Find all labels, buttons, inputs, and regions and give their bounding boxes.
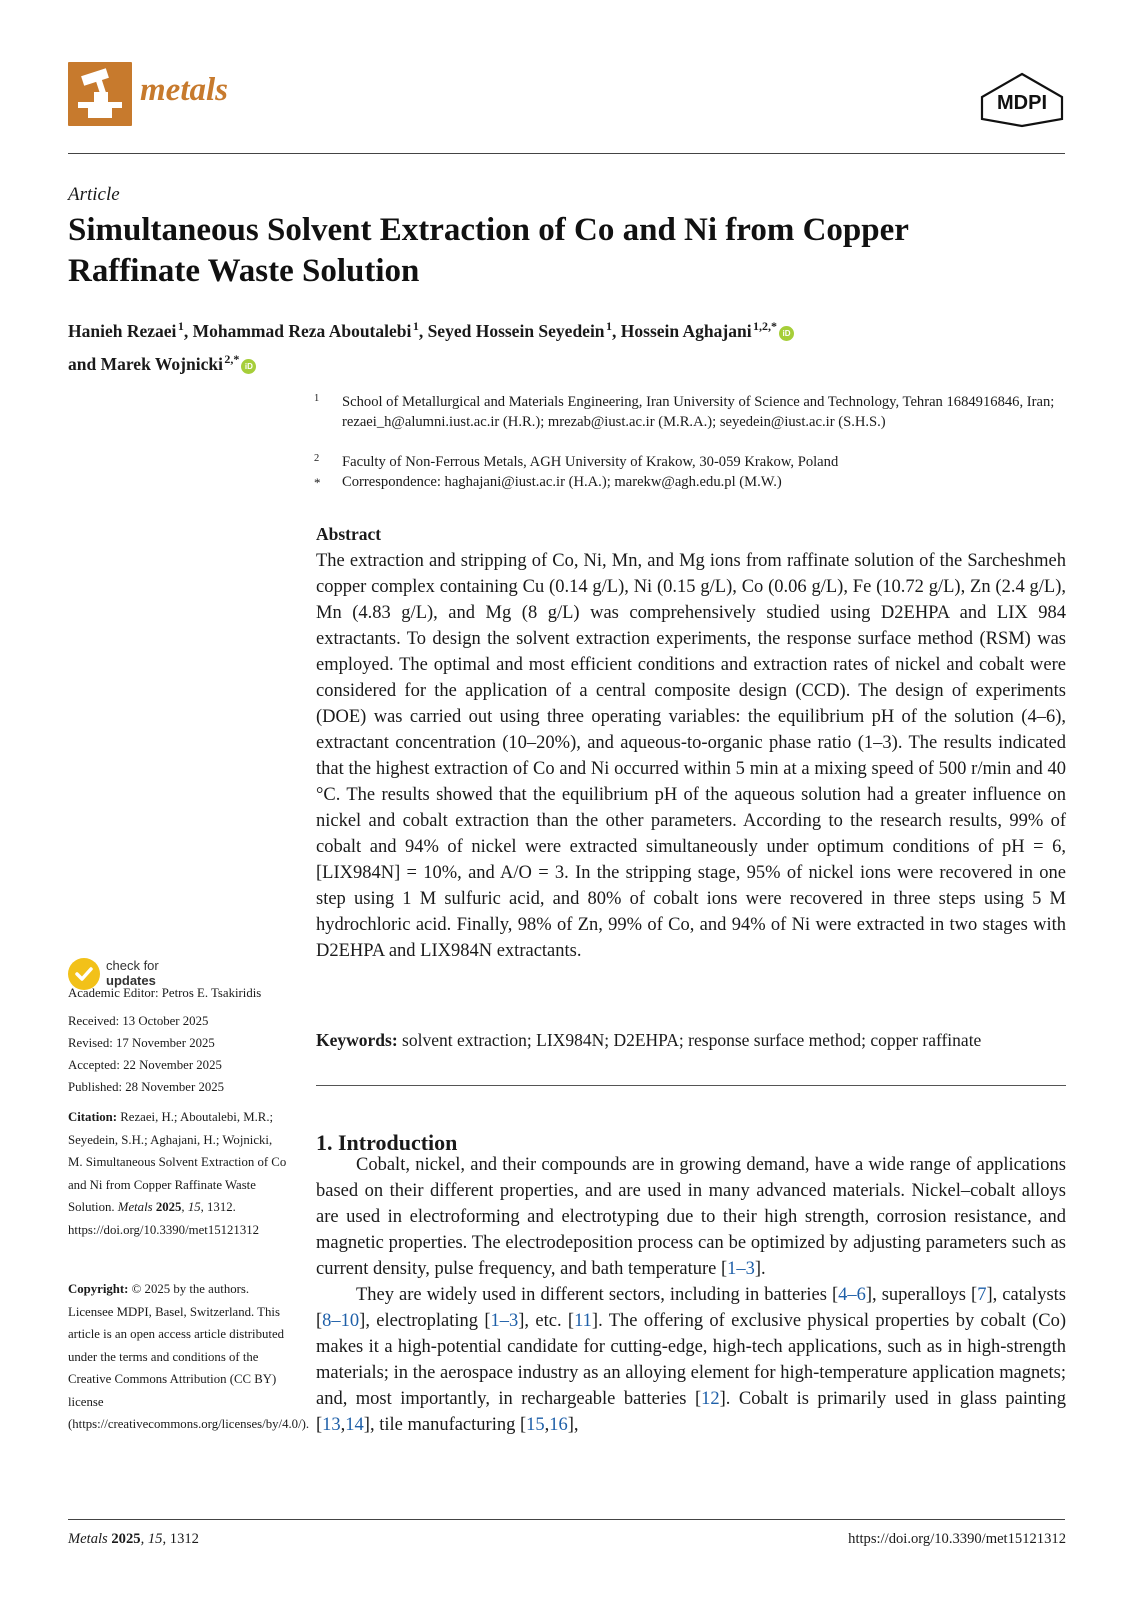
author-separator: ,	[612, 320, 621, 341]
keywords-label: Keywords:	[316, 1030, 398, 1050]
affiliation-marker: *	[314, 475, 321, 490]
publisher-name: MDPI	[997, 92, 1047, 114]
section-divider	[316, 1085, 1066, 1086]
article-title: Simultaneous Solvent Extraction of Co and Ni from Copper Raffinate Waste Solution	[68, 212, 909, 289]
affiliation-2	[316, 452, 1066, 472]
keywords-text: solvent extraction; LIX984N; D2EHPA; response surface method; copper raffinate	[397, 1030, 982, 1050]
intro-paragraph-1	[316, 1152, 1066, 1282]
affiliation-marker: 2	[314, 453, 320, 464]
footer-volume: , 15	[140, 1531, 163, 1547]
reference-link[interactable]: 16	[549, 1415, 568, 1435]
reference-link[interactable]: 13	[322, 1415, 341, 1435]
text-run: ]. The offering of exclusive physical properties by cobalt (Co) makes it a high-potential candidate for cutting-edge, high-tech applications, such as in high-strength materials; in the aerospace industry as an alloying element for high-temperature application magnets; and, most importantly, in rechargeable batteries [	[316, 1311, 1066, 1409]
introduction-body	[316, 1152, 1066, 1438]
text-run: ], tile manufacturing [	[363, 1415, 527, 1435]
published-date: Published: 28 November 2025	[68, 1080, 225, 1094]
affiliation-text: School of Metallurgical and Materials Engineering, Iran University of Science and Technology, Tehran 1684916846, Iran; rezaei_h@alumni.iust.ac.ir (H.R.); mrezab@iust.ac.ir (M.R.A.); seyedein@iust.ac.ir (S.H.S.)	[342, 394, 1055, 430]
author-name[interactable]: and Marek Wojnicki	[68, 353, 223, 374]
citation-text: Rezaei, H.; Aboutalebi, M.R.; Seyedein, S.H.; Aghajani, H.; Wojnicki, M. Simultaneous Solvent Extraction of Co and Ni from Copper Raffinate Waste Solution.	[68, 1110, 287, 1214]
reference-link[interactable]: 14	[345, 1415, 364, 1435]
copyright-label: Copyright:	[68, 1282, 129, 1296]
citation-doi[interactable]: , 1312. https://doi.org/10.3390/met15121312	[68, 1200, 260, 1237]
academic-editor: Academic Editor: Petros E. Tsakiridis	[68, 986, 262, 1000]
affiliation-marker: 1	[314, 393, 320, 404]
reference-link[interactable]: 7	[977, 1285, 987, 1305]
citation-year: 2025	[152, 1200, 182, 1214]
author-separator: ,	[418, 320, 428, 341]
affiliation-1	[316, 392, 1066, 432]
author-name[interactable]: Hanieh Rezaei	[68, 320, 177, 341]
footer-doi-link[interactable]: https://doi.org/10.3390/met15121312	[848, 1531, 1066, 1547]
copyright-text: © 2025 by the authors. Licensee MDPI, Basel, Switzerland. This article is an open access article distributed under the terms and conditions of the Creative Commons Attribution (CC BY) license (https://creativecommons.org/licenses/by/4.0/).	[68, 1282, 310, 1431]
orcid-icon[interactable]: iD	[779, 326, 794, 341]
abstract-heading: Abstract	[316, 524, 382, 544]
citation-label: Citation:	[68, 1110, 118, 1124]
citation-journal: Metals	[117, 1200, 153, 1214]
text-run: Cobalt, nickel, and their compounds are in growing demand, have a wide range of applications based on their different properties, and are used in many advanced materials. Nickel–cobalt alloys are used in electroforming and electrotyping due to their high strength, corrosion resistance, and magnetic properties. The electrodeposition process can be optimized by adjusting parameters such as current density, pulse frequency, and bath temperature [	[316, 1155, 1066, 1279]
text-run: ],	[567, 1415, 579, 1435]
keywords	[316, 1030, 1066, 1051]
footer-article-number: , 1312	[162, 1531, 199, 1547]
text-run: ,	[340, 1415, 346, 1435]
abstract-text: The extraction and stripping of Co, Ni, Mn, and Mg ions from raffinate solution of the Sarcheshmeh copper complex containing Cu (0.14 g/L), Ni (0.15 g/L), Co (0.06 g/L), Fe (10.72 g/L), Zn (2.4 g/L), Mn (4.83 g/L), and Mg (8 g/L) was comprehensively studied using D2EHPA and LIX 984 extractants. To design the solvent extraction experiments, the response surface method (RSM) was employed. The optimal and most efficient conditions and extraction rates of nickel and cobalt were considered for the application of a central composite design (CCD). The design of experiments (DOE) was carried out using three operating variables: the equilibrium pH of the solution (4–6), extractant concentration (10–20%), and aqueous-to-organic phase ratio (1–3). The results indicated that the highest extraction of Co and Ni occurred within 5 min at a mixing speed of 500 r/min and 40 °C. The results showed that the equilibrium pH of the aqueous solution had a greater influence on nickel and cobalt extraction than the other parameters. According to the research results, 99% of cobalt and 94% of nickel were extracted simultaneously under optimum conditions of pH = 6, [LIX984N] = 10%, and A/O = 3. In the stripping stage, 95% of nickel ions were recovered in one step using 1 M sulfuric acid, and 80% of cobalt ions were recovered in three steps using 5 M hydrochloric acid. Finally, 98% of Zn, 99% of Co, and 94% of Ni were extracted in two stages with D2EHPA and LIX984N extractants.	[316, 551, 1066, 961]
citation-volume: , 15	[181, 1200, 201, 1214]
footer-year: 2025	[107, 1531, 141, 1547]
article-type: Article	[68, 184, 120, 205]
text-run: ,	[544, 1415, 550, 1435]
publisher-logo-icon	[978, 72, 1066, 128]
text-run: ].	[754, 1259, 766, 1279]
affiliation-text: Correspondence: haghajani@iust.ac.ir (H.A.); marekw@agh.edu.pl (M.W.)	[342, 474, 782, 490]
author-affiliation: 1	[177, 319, 184, 333]
text-run: ], superalloys [	[865, 1285, 978, 1305]
text-run: They are widely used in different sectors, including in batteries [	[356, 1285, 839, 1305]
journal-name: metals	[140, 72, 228, 108]
reference-link[interactable]: 4–6	[838, 1285, 866, 1305]
reference-link[interactable]: 8–10	[322, 1311, 360, 1331]
correspondence	[316, 472, 1066, 492]
journal-logo-icon	[68, 62, 132, 126]
accepted-date: Accepted: 22 November 2025	[68, 1058, 222, 1072]
orcid-icon[interactable]: iD	[241, 359, 256, 374]
footer-journal: Metals	[68, 1531, 108, 1547]
footer-citation	[68, 1531, 199, 1548]
author-affiliation: 2,*	[224, 351, 240, 366]
intro-paragraph-2	[316, 1282, 1066, 1438]
reference-link[interactable]: 15	[526, 1415, 545, 1435]
header-rule	[68, 153, 1065, 154]
author-affiliation: 1	[606, 319, 613, 333]
author-name[interactable]: Hossein Aghajani	[620, 320, 752, 341]
copyright	[68, 1278, 310, 1436]
affiliation-text: Faculty of Non-Ferrous Metals, AGH University of Krakow, 30-059 Krakow, Poland	[342, 454, 839, 470]
reference-link[interactable]: 1–3	[727, 1259, 755, 1279]
text-run: ], catalysts [	[316, 1285, 1066, 1331]
check-line-2: updates	[106, 973, 156, 988]
text-run: ], electroplating [	[359, 1311, 491, 1331]
author-separator: ,	[183, 320, 193, 341]
revised-date: Revised: 17 November 2025	[68, 1036, 215, 1050]
author-name[interactable]: Seyed Hossein Seyedein	[427, 320, 605, 341]
abstract-body	[316, 548, 1066, 964]
author-list	[68, 312, 1065, 378]
reference-link[interactable]: 12	[701, 1389, 720, 1409]
author-affiliation: 1,2,*	[753, 319, 778, 333]
check-line-1: check for	[106, 958, 159, 973]
author-name[interactable]: Mohammad Reza Aboutalebi	[192, 320, 412, 341]
section-heading: 1. Introduction	[316, 1130, 458, 1155]
footer-rule	[68, 1519, 1065, 1520]
text-run: ]. Cobalt is primarily used in glass painting [	[316, 1389, 1067, 1435]
citation	[68, 1106, 288, 1241]
reference-link[interactable]: 11	[574, 1311, 592, 1331]
author-affiliation: 1	[412, 319, 419, 333]
reference-link[interactable]: 1–3	[490, 1311, 519, 1331]
text-run: ], etc. [	[518, 1311, 575, 1331]
received-date: Received: 13 October 2025	[68, 1014, 209, 1028]
